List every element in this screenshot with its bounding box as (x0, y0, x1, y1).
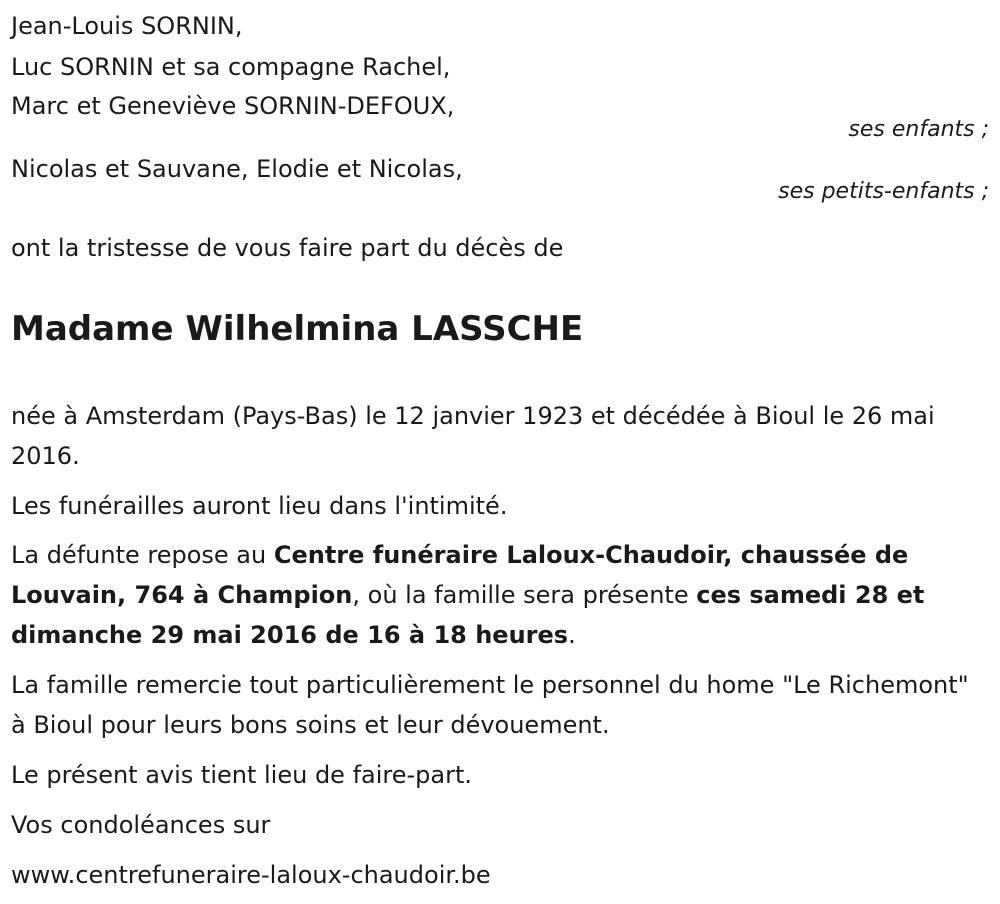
child-line-1: Jean-Louis SORNIN, (11, 12, 243, 40)
website-link[interactable]: www.centrefuneraire-laloux-chaudoir.be (11, 861, 491, 889)
repose-prefix: La défunte repose au (11, 541, 274, 569)
child-line-2: Luc SORNIN et sa compagne Rachel, (11, 53, 451, 81)
repose-dates: ces samedi 28 et dimanche 29 mai 2016 de 16 à 18 heures (11, 581, 925, 649)
repose-middle: , où la famille sera présente (352, 581, 697, 609)
intro-text: ont la tristesse de vous faire part du décès de (11, 234, 564, 262)
notice-text: Le présent avis tient lieu de faire-part. (11, 761, 473, 789)
children-label: ses enfants ; (848, 117, 989, 142)
grandchildren-label: ses petits-enfants ; (778, 179, 989, 204)
grandchildren-line: Nicolas et Sauvane, Elodie et Nicolas, (11, 155, 463, 183)
repose-place: Centre funéraire Laloux-Chaudoir, chaussée de Louvain, 764 à Champion (11, 541, 909, 609)
thanks-paragraph: La famille remercie tout particulièrement le personnel du home "Le Richemont" à Bioul pour leurs bons soins et leur dévouement. (11, 671, 969, 739)
repose-paragraph (11, 535, 986, 655)
birth-death-text: née à Amsterdam (Pays-Bas) le 12 janvier 1923 et décédée à Bioul le 26 mai 2016. (11, 402, 935, 470)
condolences-label: Vos condoléances sur (11, 811, 271, 839)
repose-suffix: . (568, 621, 576, 649)
deceased-name: Madame Wilhelmina LASSCHE (11, 309, 584, 349)
child-line-3: Marc et Geneviève SORNIN-DEFOUX, (11, 92, 455, 120)
funeral-private-text: Les funérailles auront lieu dans l'intimité. (11, 492, 508, 520)
